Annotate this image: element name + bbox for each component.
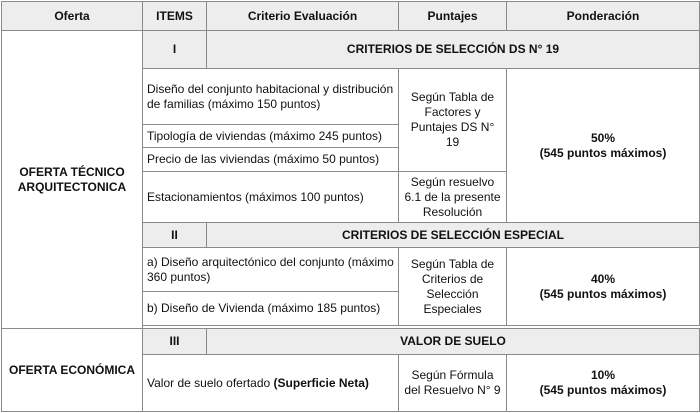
criterio-tipologia: Tipología de viviendas (máximo 245 puntos) — [143, 125, 399, 148]
criterio-precio: Precio de las viviendas (máximo 50 puntos) — [143, 148, 399, 172]
oferta-economica-label: OFERTA ECONÓMICA — [2, 329, 143, 412]
ponderacion-pct: 50% — [590, 130, 616, 145]
evaluation-table — [1, 1, 700, 412]
criterio-diseno-vivienda: b) Diseño de Vivienda (máximo 185 puntos) — [143, 292, 399, 326]
criterio-diseno-conjunto: Diseño del conjunto habitacional y distribución de familias (máximo 150 puntos) — [143, 69, 399, 125]
oferta-tecnica-label: OFERTA TÉCNICO ARQUITECTONICA — [2, 31, 143, 329]
section-i-item: I — [143, 31, 207, 69]
header-oferta: Oferta — [2, 2, 143, 31]
header-criterio: Criterio Evaluación — [207, 2, 399, 31]
ponderacion-max: (545 puntos máximos) — [539, 383, 667, 397]
section-ii-item: II — [143, 223, 207, 248]
section-i-title: CRITERIOS DE SELECCIÓN DS N° 19 — [207, 31, 700, 69]
puntaje-resuelvo: Según resuelvo 6.1 de la presente Resolución — [399, 172, 507, 223]
puntaje-tabla-especiales: Según Tabla de Criterios de Selección Especiales — [399, 248, 507, 326]
section-iii-item: III — [143, 329, 207, 355]
section-iii-title: VALOR DE SUELO — [207, 329, 700, 355]
section-iii-row — [2, 329, 700, 355]
ponderacion-max: (545 puntos máximos) — [539, 286, 667, 301]
ponderacion-pct: 10% — [590, 368, 616, 382]
puntaje-tabla-ds19: Según Tabla de Factores y Puntajes DS N° 19 — [399, 69, 507, 172]
criterio-diseno-arquitectonico: a) Diseño arquitectónico del conjunto (máximo 360 puntos) — [143, 248, 399, 292]
criterio-estacionamientos: Estacionamientos (máximos 100 puntos) — [143, 172, 399, 223]
header-ponderacion: Ponderación — [507, 2, 700, 31]
puntaje-formula: Según Fórmula del Resuelvo N° 9 — [399, 355, 507, 412]
criterio-valor-suelo-text: Valor de suelo ofertado — [147, 375, 274, 390]
table-header-row — [2, 2, 700, 31]
header-puntajes: Puntajes — [399, 2, 507, 31]
ponderacion-pct: 40% — [590, 271, 616, 286]
criterio-valor-suelo-bold: (Superficie Neta) — [273, 375, 369, 390]
ponderacion-section-i — [507, 69, 700, 223]
section-i-row — [2, 31, 700, 69]
section-ii-title: CRITERIOS DE SELECCIÓN ESPECIAL — [207, 223, 700, 248]
ponderacion-max: (545 puntos máximos) — [539, 145, 667, 160]
ponderacion-section-ii — [507, 248, 700, 326]
header-items: ITEMS — [143, 2, 207, 31]
criterio-valor-suelo — [143, 355, 399, 412]
ponderacion-section-iii — [507, 355, 700, 412]
